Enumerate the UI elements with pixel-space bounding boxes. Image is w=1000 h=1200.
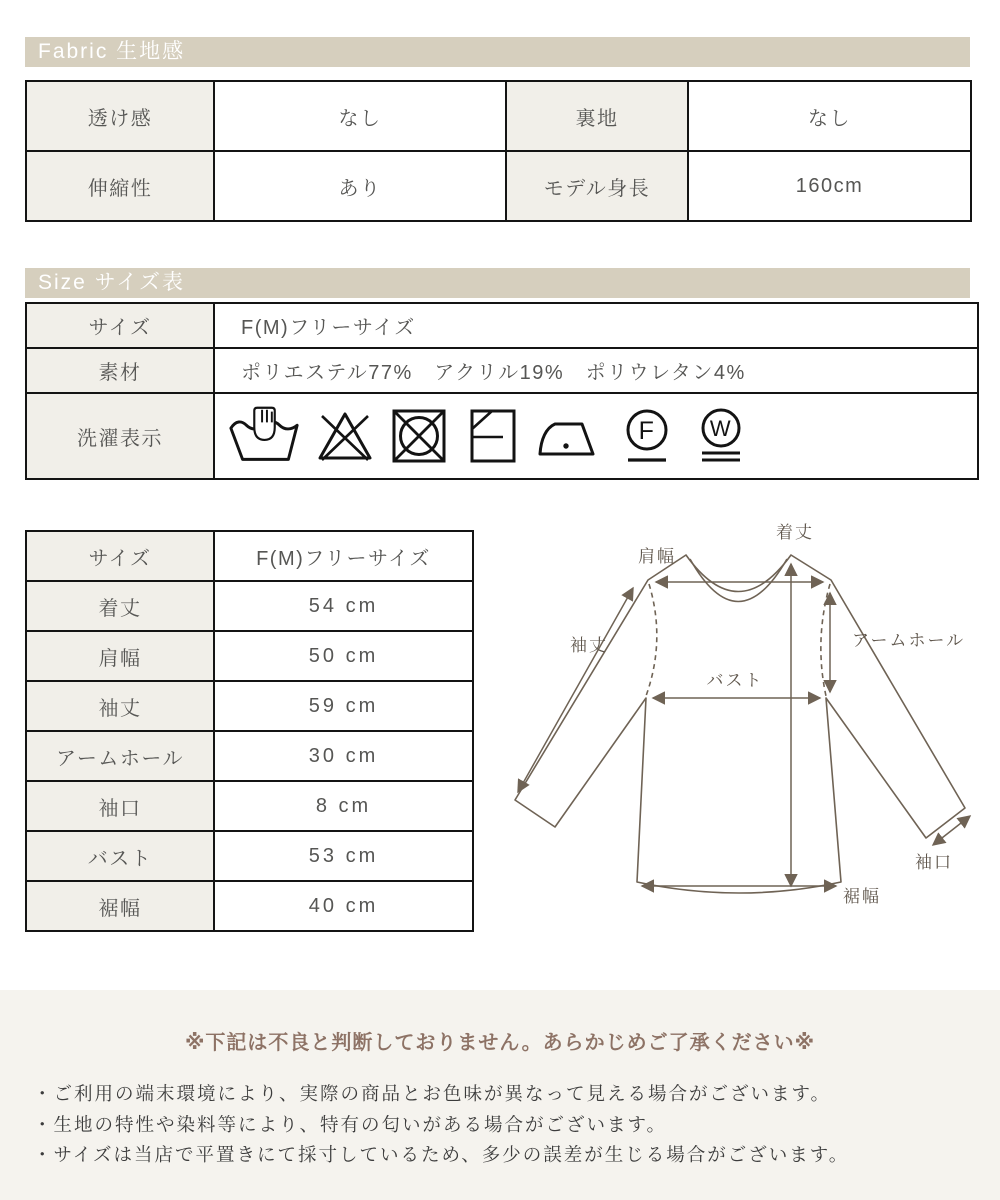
disclaimer-item: ・サイズは当店で平置きにて採寸しているため、多少の誤差が生じる場合がございます。 <box>33 1144 850 1165</box>
size-section-heading: Size サイズ表 <box>25 268 970 298</box>
measurements-header-value: F(M)フリーサイズ <box>214 531 473 581</box>
material-label-cell: 素材 <box>26 348 214 393</box>
diagram-label-hem: 裾幅 <box>843 887 881 906</box>
fabric-value-cell: なし <box>688 81 971 151</box>
fabric-label-cell: 透け感 <box>26 81 214 151</box>
size-label-cell: サイズ <box>26 303 214 348</box>
size-value-cell: F(M)フリーサイズ <box>214 303 978 348</box>
measurement-label: 着丈 <box>26 581 214 631</box>
fabric-value-cell: なし <box>214 81 506 151</box>
diagram-label-sleeve: 袖丈 <box>570 636 608 655</box>
fabric-row <box>26 151 971 221</box>
do-not-bleach-icon <box>313 404 377 468</box>
measurement-row <box>26 881 473 931</box>
material-value-cell: ポリエステル77% アクリル19% ポリウレタン4% <box>214 348 978 393</box>
shade-dry-icon <box>461 404 525 468</box>
size-table <box>25 302 979 480</box>
measurement-value: 30 cm <box>214 731 473 781</box>
care-label-cell: 洗濯表示 <box>26 393 214 479</box>
fabric-section-heading: Fabric 生地感 <box>25 37 970 67</box>
measurement-row <box>26 831 473 881</box>
fabric-value-cell: 160cm <box>688 151 971 221</box>
measurement-label: アームホール <box>26 731 214 781</box>
hand-wash-icon <box>227 404 303 468</box>
garment-outline <box>515 555 965 893</box>
measurement-value: 8 cm <box>214 781 473 831</box>
measurement-arrows <box>518 564 970 886</box>
diagram-label-cuff: 袖口 <box>915 853 953 872</box>
fabric-value-cell: あり <box>214 151 506 221</box>
measurement-label: 肩幅 <box>26 631 214 681</box>
sleeve-length-arrow <box>518 588 633 792</box>
measurement-value: 59 cm <box>214 681 473 731</box>
measurement-value: 50 cm <box>214 631 473 681</box>
measurement-row <box>26 731 473 781</box>
fabric-table <box>25 80 972 222</box>
measurement-value: 54 cm <box>214 581 473 631</box>
dry-clean-f-icon <box>615 404 679 468</box>
measurement-label: バスト <box>26 831 214 881</box>
fabric-label-cell: 伸縮性 <box>26 151 214 221</box>
disclaimer-list <box>33 1079 1000 1171</box>
wet-clean-letter: W <box>709 416 733 441</box>
measurement-value: 40 cm <box>214 881 473 931</box>
disclaimer-item: ・生地の特性や染料等により、特有の匂いがある場合がございます。 <box>33 1113 668 1135</box>
disclaimer-item: ・ご利用の端末環境により、実際の商品とお色味が異なって見える場合がございます。 <box>33 1083 832 1104</box>
size-row <box>26 303 978 348</box>
dry-clean-letter: F <box>638 417 656 445</box>
diagram-label-armhole: アームホール <box>852 631 966 650</box>
measurement-value: 53 cm <box>214 831 473 881</box>
measurement-label: 裾幅 <box>26 881 214 931</box>
measurement-row <box>26 681 473 731</box>
diagram-label-shoulder: 肩幅 <box>638 547 676 566</box>
iron-low-heat-icon <box>535 404 605 468</box>
disclaimer-section <box>0 990 1000 1200</box>
measurement-label: 袖口 <box>26 781 214 831</box>
measurements-header-label: サイズ <box>26 531 214 581</box>
measurement-row <box>26 631 473 681</box>
measurement-row <box>26 781 473 831</box>
fabric-label-cell: 裏地 <box>506 81 688 151</box>
measurement-row <box>26 581 473 631</box>
wet-clean-w-icon <box>689 404 753 468</box>
care-row <box>26 393 978 479</box>
measurements-table <box>25 530 474 932</box>
disclaimer-title: ※下記は不良と判断しておりません。あらかじめご了承ください※ <box>184 1032 816 1054</box>
fabric-label-cell: モデル身長 <box>506 151 688 221</box>
material-row <box>26 348 978 393</box>
cuff-arrow <box>933 816 970 845</box>
do-not-tumble-dry-icon <box>387 404 451 468</box>
diagram-label-bust: バスト <box>706 671 764 690</box>
garment-measurement-diagram <box>478 500 990 932</box>
measurement-label: 袖丈 <box>26 681 214 731</box>
measurements-header-row <box>26 531 473 581</box>
care-symbols <box>215 404 977 468</box>
diagram-label-length: 着丈 <box>776 523 814 542</box>
fabric-row <box>26 81 971 151</box>
